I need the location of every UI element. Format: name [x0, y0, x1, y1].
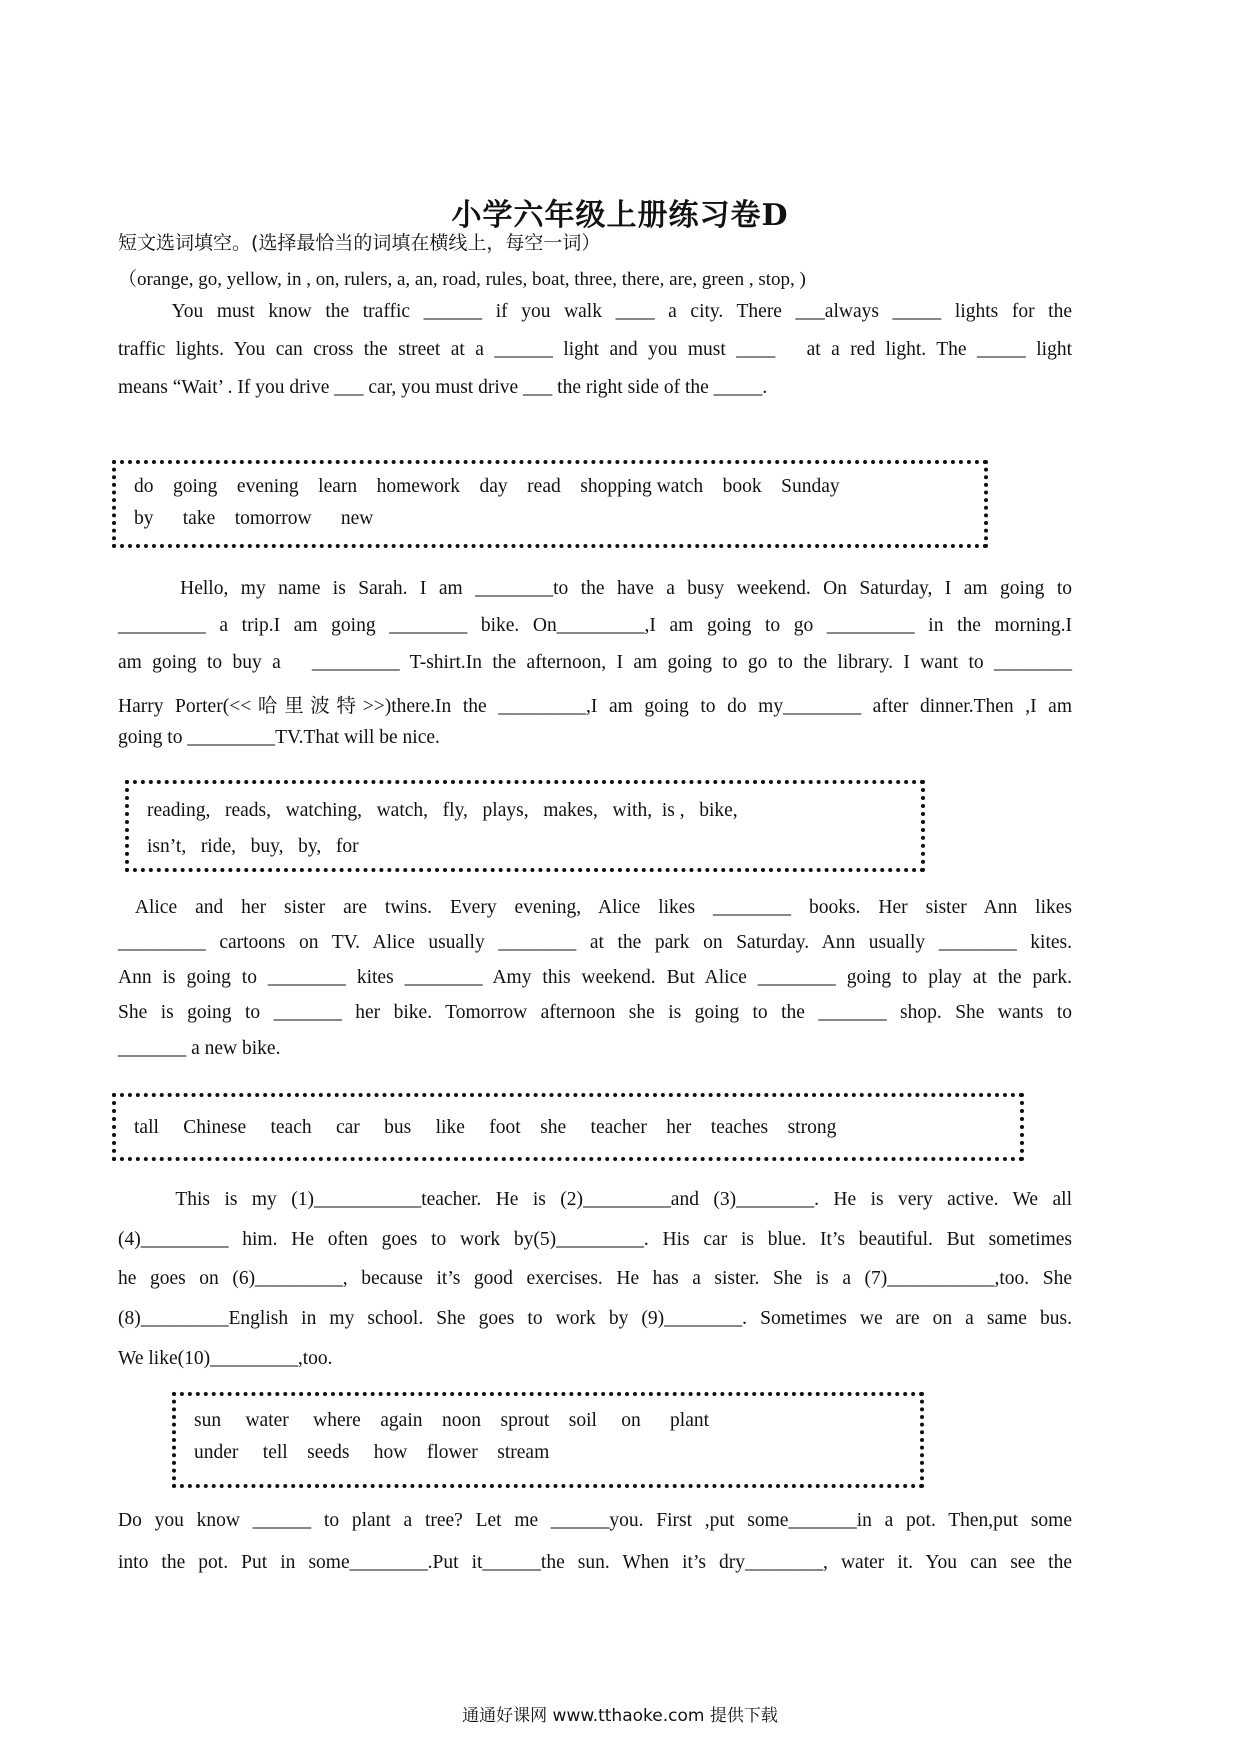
section3-line: _________ cartoons on TV. Alice usually ________ at the park on Saturday. Ann usually ________ kites.	[118, 932, 1072, 953]
section2-line: Harry Porter(<<哈里波特>>)there.In the _________,I am going to do my________ after dinner.Then ,I am	[118, 696, 1072, 717]
section1-line: means “Wait’ . If you drive ___ car, you must drive ___ the right side of the _____.	[118, 377, 768, 398]
word-bank-box-3	[125, 780, 925, 872]
page-title: 小学六年级上册练习卷D	[451, 198, 789, 233]
section4-line: (8)_________English in my school. She goes to work by (9)________. Sometimes we are on a same bus.	[118, 1308, 1072, 1329]
section1-word-bank: （orange, go, yellow, in , on, rulers, a, an, road, rules, boat, three, there, are, green , stop, )	[118, 269, 806, 290]
section4-line: he goes on (6)_________, because it’s good exercises. He has a sister. She is a (7)___________,too. She	[118, 1268, 1072, 1289]
page-footer: 通通好课网 www.tthaoke.com 提供下载	[462, 1706, 778, 1726]
word-bank-row: isn’t, ride, buy, by, for	[147, 836, 359, 857]
word-bank-box-2	[112, 460, 988, 548]
section4-line: This is my (1)___________teacher. He is (2)_________and (3)________. He is very active. We all	[118, 1189, 1072, 1210]
word-bank-row: by take tomorrow new	[134, 508, 374, 529]
section1-line: traffic lights. You can cross the street at a ______ light and you must ____ at a red light. The _____ light	[118, 339, 1072, 360]
word-bank-box-5	[172, 1392, 924, 1488]
word-bank-row: reading, reads, watching, watch, fly, plays, makes, with, is , bike,	[147, 800, 738, 821]
section4-line: (4)_________ him. He often goes to work by(5)_________. His car is blue. It’s beautiful. But sometimes	[118, 1229, 1072, 1250]
section2-line: am going to buy a _________ T-shirt.In the afternoon, I am going to go to the library. I want to ________	[118, 652, 1072, 673]
section1-line: You must know the traffic ______ if you walk ____ a city. There ___always _____ lights for the	[118, 301, 1072, 322]
section3-line: Ann is going to ________ kites ________ Amy this weekend. But Alice ________ going to play at the park.	[118, 967, 1072, 988]
section2-line: _________ a trip.I am going ________ bike. On_________,I am going to go _________ in the morning.I	[118, 615, 1072, 636]
word-bank-row: sun water where again noon sprout soil on plant	[194, 1410, 710, 1431]
word-bank-row: tall Chinese teach car bus like foot she teacher her teaches strong	[134, 1117, 837, 1138]
section2-line: going to _________TV.That will be nice.	[118, 727, 440, 748]
section5-line: into the pot. Put in some________.Put it______the sun. When it’s dry________, water it. You can see the	[118, 1552, 1072, 1573]
section3-line: Alice and her sister are twins. Every evening, Alice likes ________ books. Her sister Ann likes	[118, 897, 1072, 918]
word-bank-box-4	[112, 1093, 1024, 1161]
instruction-text: 短文选词填空。(选择最恰当的词填在横线上，每空一词）	[118, 232, 601, 254]
section5-line: Do you know ______ to plant a tree? Let me ______you. First ,put some_______in a pot. Then,put some	[118, 1510, 1072, 1531]
section3-line: _______ a new bike.	[118, 1038, 281, 1059]
section4-line: We like(10)_________,too.	[118, 1348, 333, 1369]
section3-line: She is going to _______ her bike. Tomorrow afternoon she is going to the _______ shop. She wants to	[118, 1002, 1072, 1023]
word-bank-row: under tell seeds how flower stream	[194, 1442, 550, 1463]
word-bank-row: do going evening learn homework day read shopping watch book Sunday	[134, 476, 840, 497]
section2-line: Hello, my name is Sarah. I am ________to the have a busy weekend. On Saturday, I am going to	[118, 578, 1072, 599]
